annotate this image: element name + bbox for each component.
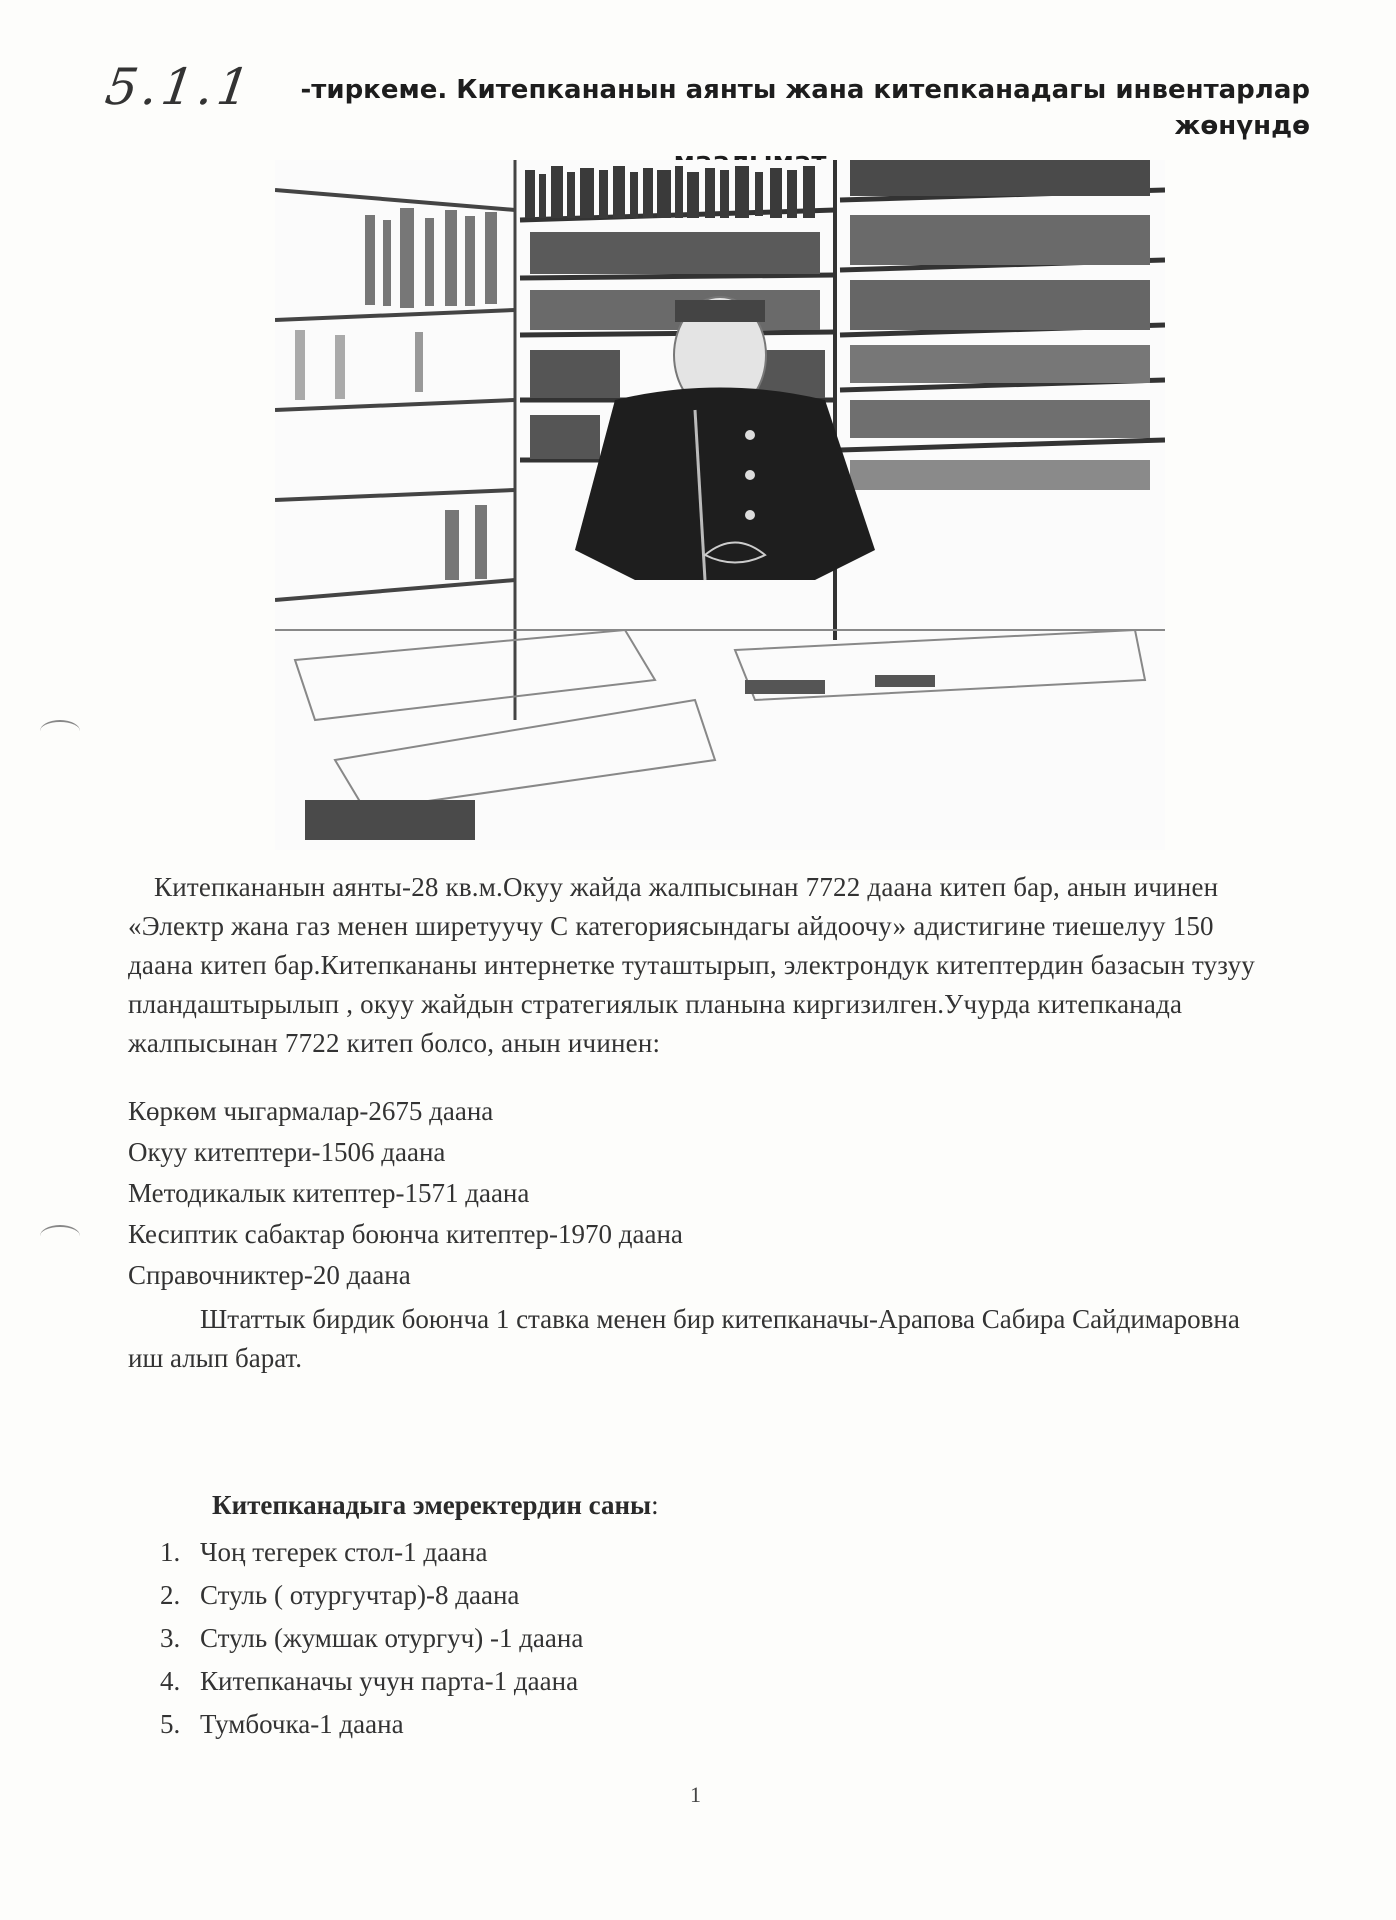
list-item [160,1703,583,1746]
body-text [128,868,1258,1378]
list-item: Кесиптик сабактар боюнча китептер-1970 даана [128,1219,683,1249]
furniture-list [160,1531,583,1746]
scan-mark [40,720,80,742]
list-item [160,1617,583,1660]
list-item: Справочниктер-20 даана [128,1260,411,1290]
book-categories-list [128,1091,1258,1296]
library-photo [275,160,1165,850]
list-item: Көркөм чыгармалар-2675 даана [128,1096,494,1126]
furniture-heading-text: Китепканадыга эмеректердин саны [212,1490,652,1520]
heading-colon: : [651,1490,659,1520]
list-item [160,1660,583,1703]
intro-paragraph: Китепкананын аянты-28 кв.м.Окуу жайда жалпысынан 7722 даана китеп бар, анын ичинен «Электр жана газ менен ширетуучу С категориясындагы айдоочу» адистигине тиешелуу 150 даана китеп бар.Китепкананы интернетке туташтырып, электрондук китептердин базасын тузуу пландаштырылып , окуу жайдын стратегиялык планына киргизилген.Учурда китепканада жалпысынан 7722 китеп болсо, анын ичинен: [128,872,1255,1058]
item-text: Стуль (жумшак отургуч) -1 даана [200,1623,584,1653]
item-number: 5. [160,1709,181,1739]
list-item [160,1531,583,1574]
page-number: 1 [690,1782,701,1807]
item-number: 2. [160,1580,181,1610]
library-photo-icon [275,160,1165,850]
staff-paragraph: Штаттык бирдик боюнча 1 ставка менен бир китепканачы-Арапова Сабира Сайдимаровна иш алып барат. [128,1304,1240,1373]
item-number: 4. [160,1666,181,1696]
item-text: Китепканачы учун парта-1 даана [200,1666,579,1696]
item-text: Тумбочка-1 даана [200,1709,404,1739]
item-number: 1. [160,1537,181,1567]
list-item: Методикалык китептер-1571 даана [128,1178,530,1208]
item-text: Чоң тегерек стол-1 даана [200,1537,488,1567]
list-item: Окуу китептери-1506 даана [128,1137,446,1167]
handwritten-number: 5.1.1 [101,58,258,116]
item-number: 3. [160,1623,181,1653]
furniture-heading [212,1490,659,1521]
title-line-1: -тиркеме. Китепкананын аянты жана китепканадагы инвентарлар жөнүндө [300,75,1310,141]
scan-mark [40,1225,80,1247]
item-text: Стуль ( отургучтар)-8 даана [200,1580,520,1610]
list-item [160,1574,583,1617]
